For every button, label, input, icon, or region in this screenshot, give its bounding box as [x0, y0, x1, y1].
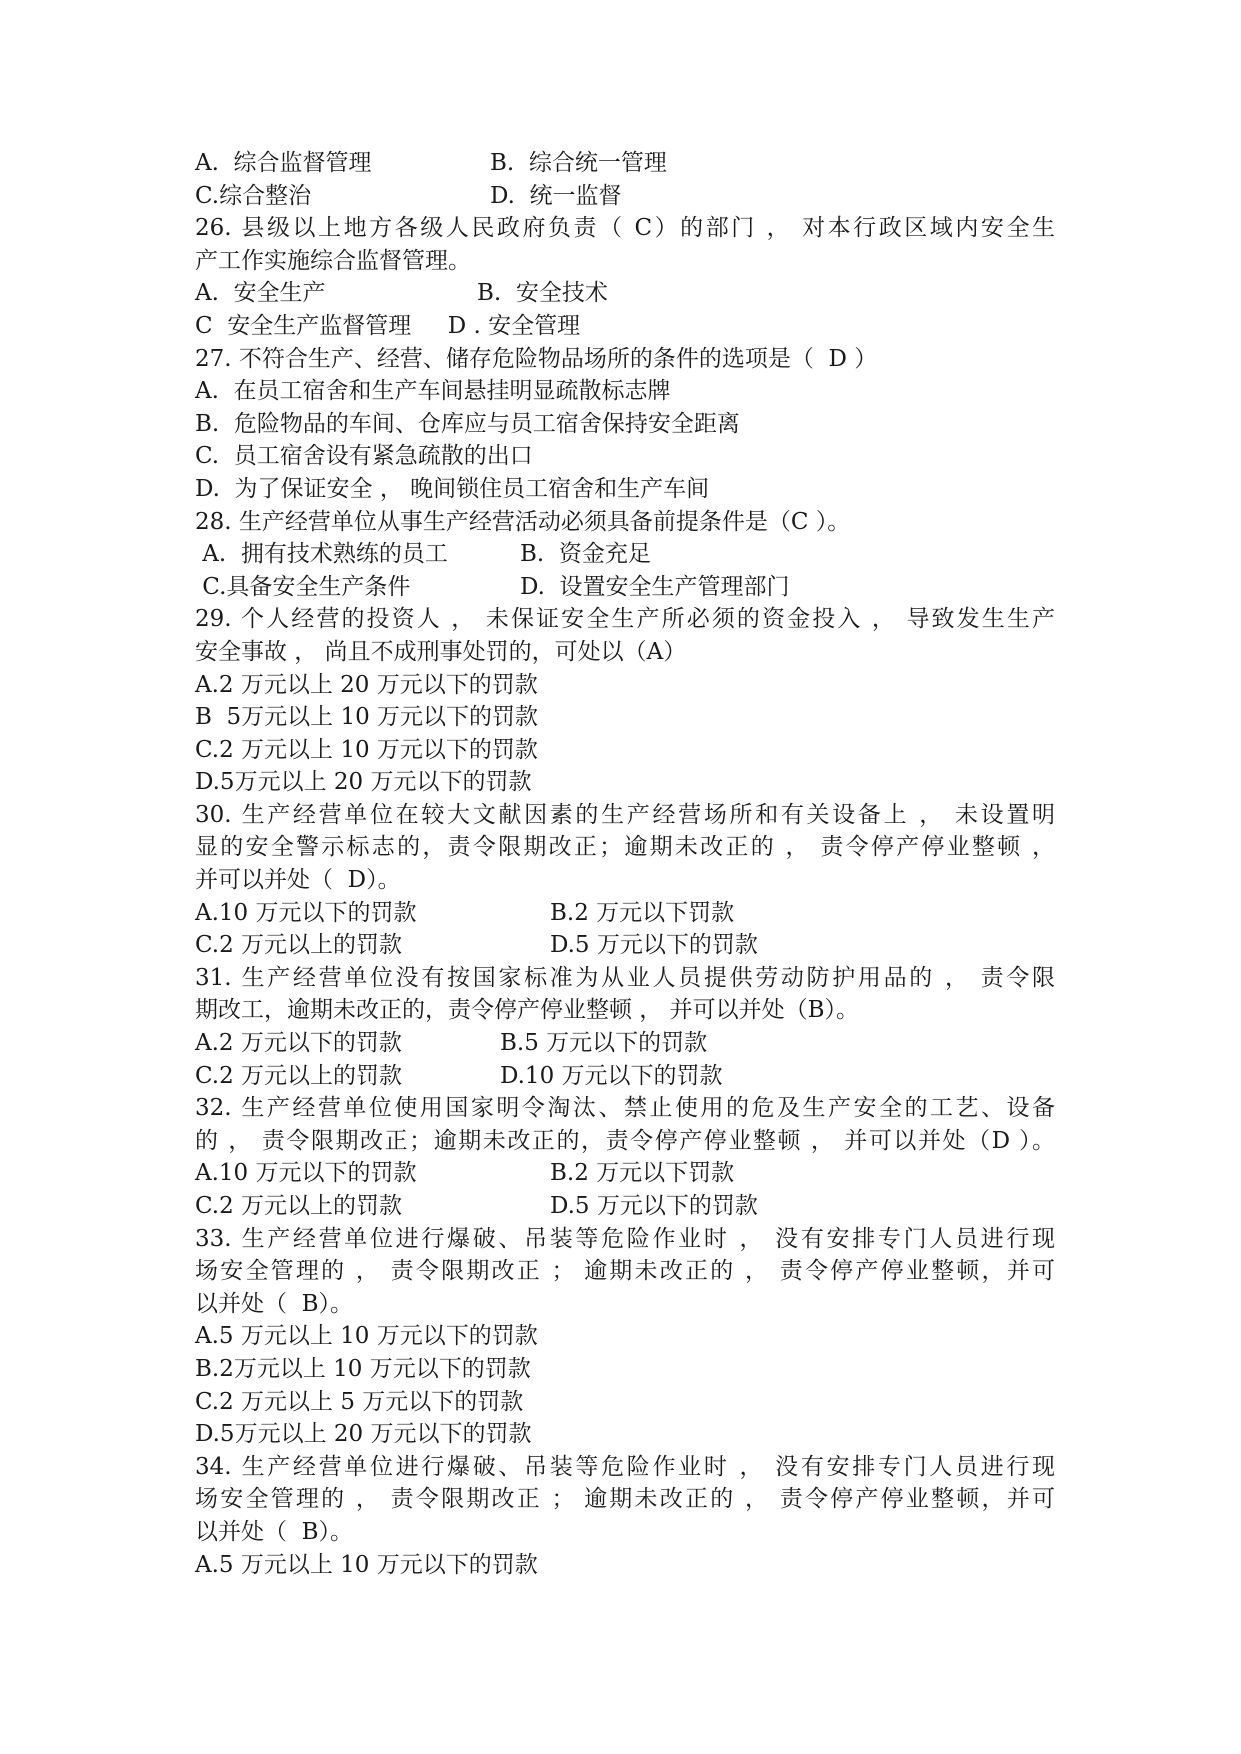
option-row [195, 1190, 1055, 1223]
option-text: A. 综合监督管理 [195, 150, 372, 176]
option-text: B. 资金充足 [520, 541, 651, 568]
option-text: D.5 万元以下的罚款 [550, 932, 758, 959]
document-page [195, 147, 1055, 1581]
text-line: 显的安全警示标志的，责令限期改正；逾期未改正的 ， 责令停产停业整顿 ， [195, 834, 1055, 861]
text-line: 33. 生产经营单位进行爆破、吊装等危险作业时 ， 没有安排专门人员进行现 [195, 1225, 1055, 1252]
option-row [195, 1027, 1055, 1060]
option-text: D.10 万元以下的罚款 [500, 1062, 723, 1089]
option-text: B. 综合统一管理 [490, 150, 667, 176]
text-line: 期改工，逾期未改正的，责令停产停业整顿 ， 并可以并处（B）。 [195, 997, 860, 1024]
text-line: 产工作实施综合监督管理。 [195, 247, 471, 274]
text-line: A.5 万元以上 10 万元以下的罚款 [195, 1551, 538, 1578]
text-line: A.2 万元以上 20 万元以下的罚款 [195, 671, 538, 698]
option-text: C.2 万元以上的罚款 [195, 1062, 403, 1089]
option-row [195, 147, 1055, 180]
text-line: C. 员工宿舍设有紧急疏散的出口 [195, 443, 533, 470]
text-line: 安全事故 ， 尚且不成刑事处罚的，可处以（A） [195, 638, 687, 665]
text-line: 26. 县级以上地方各级人民政府负责（ C）的部门 ， 对本行政区域内安全生 [195, 215, 1055, 242]
text-line: 30. 生产经营单位在较大文献因素的生产经营场所和有关设备上 ， 未设置明 [195, 801, 1055, 828]
option-text: B. 安全技术 [477, 280, 608, 307]
text-line: B.2万元以上 10 万元以下的罚款 [195, 1355, 531, 1382]
text-line: B 5万元以上 10 万元以下的罚款 [195, 704, 539, 731]
text-line: 31. 生产经营单位没有按国家标准为从业人员提供劳动防护用品的 ， 责令限 [195, 964, 1055, 991]
option-text: A.10 万元以下的罚款 [195, 1160, 417, 1187]
text-line: C 安全生产监督管理 D . 安全管理 [195, 312, 581, 339]
option-text: C.2 万元以上的罚款 [195, 932, 403, 959]
text-line: C.2 万元以上 10 万元以下的罚款 [195, 736, 538, 763]
text-line: 场安全管理的 ， 责令限期改正 ； 逾期未改正的 ， 责令停产停业整顿，并可 [195, 1258, 1055, 1285]
text-line: D. 为了保证安全 ， 晚间锁住员工宿舍和生产车间 [195, 475, 710, 502]
text-line: D.5万元以上 20 万元以下的罚款 [195, 1421, 532, 1448]
text-line: A. 在员工宿舍和生产车间悬挂明显疏散标志牌 [195, 378, 671, 405]
text-line: D.5万元以上 20 万元以下的罚款 [195, 769, 532, 796]
option-text: D. 设置安全生产管理部门 [520, 573, 790, 600]
option-row [195, 571, 1055, 604]
text-line: A.5 万元以上 10 万元以下的罚款 [195, 1323, 538, 1350]
option-row [195, 1157, 1055, 1190]
option-text: D. 统一监督 [490, 182, 622, 209]
text-line: 并可以并处（ D）。 [195, 867, 401, 894]
option-row [195, 180, 1055, 213]
option-text: B.5 万元以下的罚款 [500, 1030, 708, 1057]
option-row [195, 277, 1055, 310]
text-line: 27. 不符合生产、经营、储存危险物品场所的条件的选项是（ D ） [195, 345, 878, 372]
option-row [195, 1060, 1055, 1093]
text-line: B. 危险物品的车间、仓库应与员工宿舍保持安全距离 [195, 410, 740, 437]
text-line: 的 ， 责令限期改正；逾期未改正的，责令停产停业整顿 ， 并可以并处（D ）。 [195, 1127, 1055, 1154]
option-row [195, 929, 1055, 962]
option-row [195, 897, 1055, 930]
text-line: 32. 生产经营单位使用国家明令淘汰、禁止使用的危及生产安全的工艺、设备 [195, 1095, 1055, 1122]
option-text: C.2 万元以上的罚款 [195, 1193, 403, 1219]
option-text: D.5 万元以下的罚款 [550, 1193, 758, 1219]
option-text: A. 安全生产 [195, 280, 326, 307]
text-line: C.2 万元以上 5 万元以下的罚款 [195, 1388, 524, 1415]
text-line: 以并处（ B）。 [195, 1290, 354, 1317]
option-row [195, 538, 1055, 571]
text-line: 28. 生产经营单位从事生产经营活动必须具备前提条件是（C ）。 [195, 508, 851, 535]
option-text: B.2 万元以下罚款 [550, 1160, 735, 1187]
option-text: B.2 万元以下罚款 [550, 899, 735, 926]
text-line: 29. 个人经营的投资人 ， 未保证安全生产所必须的资金投入 ， 导致发生生产 [195, 606, 1055, 633]
option-text: C.具备安全生产条件 [195, 573, 411, 600]
text-line: 34. 生产经营单位进行爆破、吊装等危险作业时 ， 没有安排专门人员进行现 [195, 1453, 1055, 1480]
option-text: A. 拥有技术熟练的员工 [195, 541, 448, 568]
option-text: A.10 万元以下的罚款 [195, 899, 417, 926]
option-text: C.综合整治 [195, 182, 312, 209]
text-line: 场安全管理的 ， 责令限期改正 ； 逾期未改正的 ， 责令停产停业整顿，并可 [195, 1486, 1055, 1513]
text-line: 以并处（ B）。 [195, 1518, 354, 1545]
option-text: A.2 万元以下的罚款 [195, 1030, 402, 1057]
